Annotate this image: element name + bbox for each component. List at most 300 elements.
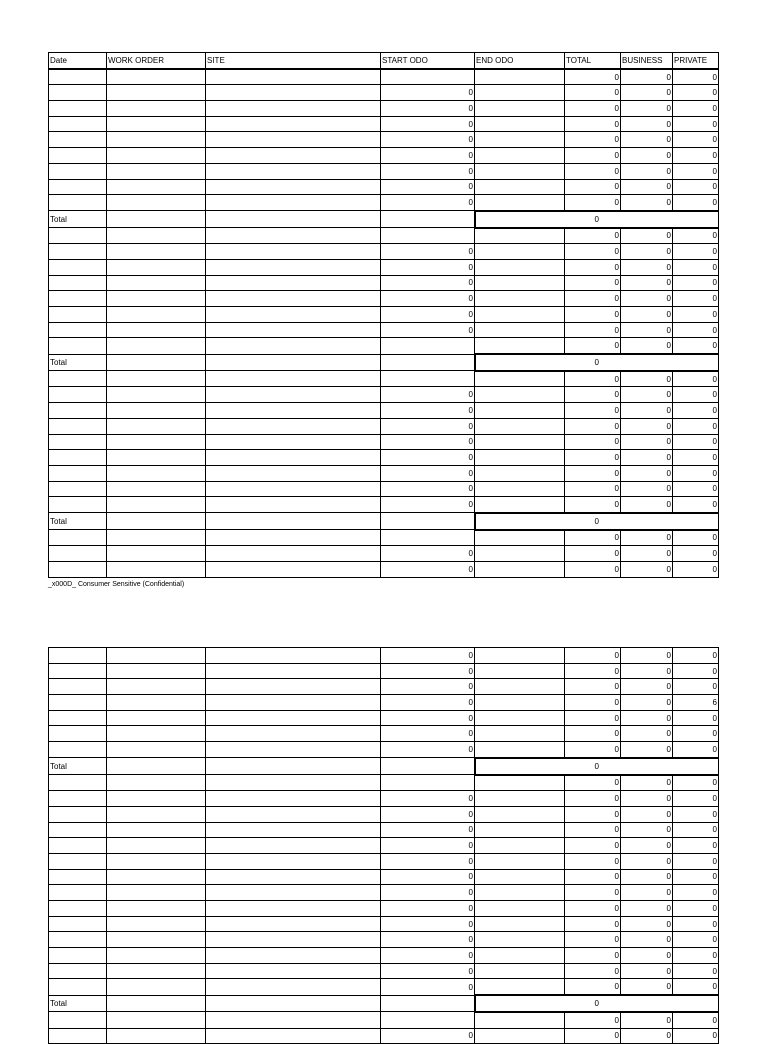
private-cell: 0 [673, 948, 719, 964]
work-order-cell [107, 338, 206, 354]
table-row [49, 481, 719, 497]
date-cell [49, 291, 107, 307]
end-odo-cell [475, 901, 565, 917]
work-order-cell [107, 710, 206, 726]
private-cell: 0 [673, 791, 719, 807]
start-odo-cell: 0 [381, 963, 475, 979]
total-cell: 0 [565, 1028, 621, 1044]
table-row [49, 562, 719, 578]
business-cell: 0 [621, 979, 673, 995]
table-row [49, 963, 719, 979]
table-row [49, 869, 719, 885]
date-cell [49, 775, 107, 791]
business-cell: 0 [621, 869, 673, 885]
work-order-cell [107, 259, 206, 275]
date-cell [49, 916, 107, 932]
table-row [49, 806, 719, 822]
total-sum: 0 [475, 354, 719, 371]
start-odo-cell: 0 [381, 932, 475, 948]
total-label: Total [49, 354, 107, 371]
site-cell [206, 85, 381, 101]
table-row [49, 853, 719, 869]
date-cell [49, 228, 107, 244]
site-cell [206, 679, 381, 695]
business-cell: 0 [621, 85, 673, 101]
work-order-cell [107, 418, 206, 434]
work-order-cell [107, 371, 206, 387]
private-cell: 0 [673, 742, 719, 758]
site-cell [206, 562, 381, 578]
site-cell [206, 211, 381, 228]
start-odo-cell: 0 [381, 307, 475, 323]
table-body-bottom [49, 648, 719, 1044]
date-cell [49, 259, 107, 275]
work-order-cell [107, 838, 206, 854]
table-row [49, 791, 719, 807]
private-cell: 0 [673, 195, 719, 211]
business-cell: 0 [621, 546, 673, 562]
date-cell [49, 726, 107, 742]
business-cell: 0 [621, 291, 673, 307]
work-order-cell [107, 822, 206, 838]
start-odo-cell [381, 1012, 475, 1028]
header-row [49, 53, 719, 69]
business-cell: 0 [621, 679, 673, 695]
total-row [49, 211, 719, 228]
private-cell: 0 [673, 679, 719, 695]
business-cell: 0 [621, 434, 673, 450]
start-odo-cell [381, 371, 475, 387]
start-odo-cell: 0 [381, 695, 475, 711]
total-cell: 0 [565, 418, 621, 434]
date-cell [49, 1028, 107, 1044]
work-order-cell [107, 932, 206, 948]
private-cell: 0 [673, 546, 719, 562]
date-cell [49, 648, 107, 664]
date-cell [49, 869, 107, 885]
total-cell: 0 [565, 179, 621, 195]
table-row [49, 403, 719, 419]
start-odo-cell: 0 [381, 322, 475, 338]
table-row [49, 663, 719, 679]
table-row [49, 434, 719, 450]
work-order-cell [107, 195, 206, 211]
date-cell [49, 695, 107, 711]
table-row [49, 179, 719, 195]
private-cell: 0 [673, 228, 719, 244]
site-cell [206, 1028, 381, 1044]
business-cell: 0 [621, 195, 673, 211]
work-order-cell [107, 228, 206, 244]
work-order-cell [107, 663, 206, 679]
end-odo-cell [475, 916, 565, 932]
total-cell: 0 [565, 148, 621, 164]
private-cell: 0 [673, 663, 719, 679]
table-row [49, 418, 719, 434]
site-cell [206, 853, 381, 869]
end-odo-cell [475, 307, 565, 323]
business-cell: 0 [621, 338, 673, 354]
business-cell: 0 [621, 244, 673, 260]
business-cell: 0 [621, 179, 673, 195]
site-cell [206, 371, 381, 387]
start-odo-cell: 0 [381, 901, 475, 917]
private-cell: 0 [673, 979, 719, 995]
business-cell: 0 [621, 663, 673, 679]
private-cell: 0 [673, 869, 719, 885]
end-odo-cell [475, 791, 565, 807]
start-odo-cell: 0 [381, 979, 475, 995]
table-row [49, 195, 719, 211]
table-row [49, 901, 719, 917]
total-cell: 0 [565, 822, 621, 838]
work-order-cell [107, 726, 206, 742]
business-cell: 0 [621, 116, 673, 132]
business-cell: 0 [621, 418, 673, 434]
start-odo-cell [381, 69, 475, 85]
business-cell: 0 [621, 822, 673, 838]
work-order-cell [107, 211, 206, 228]
end-odo-cell [475, 403, 565, 419]
total-cell: 0 [565, 742, 621, 758]
start-odo-cell: 0 [381, 710, 475, 726]
end-odo-cell [475, 338, 565, 354]
site-cell [206, 291, 381, 307]
start-odo-cell: 0 [381, 679, 475, 695]
end-odo-cell [475, 450, 565, 466]
site-cell [206, 806, 381, 822]
business-cell: 0 [621, 163, 673, 179]
table-row [49, 307, 719, 323]
total-cell: 0 [565, 322, 621, 338]
end-odo-cell [475, 322, 565, 338]
start-odo-cell [381, 228, 475, 244]
end-odo-cell [475, 148, 565, 164]
business-cell: 0 [621, 275, 673, 291]
end-odo-cell [475, 497, 565, 513]
private-cell: 0 [673, 1012, 719, 1028]
site-cell [206, 465, 381, 481]
site-cell [206, 403, 381, 419]
business-cell: 0 [621, 530, 673, 546]
start-odo-cell: 0 [381, 948, 475, 964]
work-order-cell [107, 85, 206, 101]
private-cell: 0 [673, 179, 719, 195]
total-cell: 0 [565, 869, 621, 885]
start-odo-cell: 0 [381, 1028, 475, 1044]
total-cell: 0 [565, 663, 621, 679]
start-odo-cell: 0 [381, 291, 475, 307]
site-cell [206, 791, 381, 807]
site-cell [206, 901, 381, 917]
work-order-cell [107, 497, 206, 513]
site-cell [206, 775, 381, 791]
total-cell: 0 [565, 371, 621, 387]
table-row [49, 275, 719, 291]
work-order-cell [107, 775, 206, 791]
business-cell: 0 [621, 387, 673, 403]
end-odo-cell [475, 775, 565, 791]
business-cell: 0 [621, 450, 673, 466]
total-sum: 0 [475, 995, 719, 1012]
start-odo-cell: 0 [381, 179, 475, 195]
total-cell: 0 [565, 546, 621, 562]
work-order-cell [107, 387, 206, 403]
date-cell [49, 791, 107, 807]
date-cell [49, 387, 107, 403]
date-cell [49, 403, 107, 419]
date-cell [49, 371, 107, 387]
private-cell: 0 [673, 291, 719, 307]
total-cell: 0 [565, 710, 621, 726]
start-odo-cell: 0 [381, 742, 475, 758]
private-cell: 0 [673, 244, 719, 260]
site-cell [206, 338, 381, 354]
work-order-cell [107, 853, 206, 869]
business-cell: 0 [621, 481, 673, 497]
table-row [49, 259, 719, 275]
total-cell: 0 [565, 69, 621, 85]
total-row [49, 758, 719, 775]
date-cell [49, 434, 107, 450]
table-row [49, 244, 719, 260]
header-business: BUSINESS [621, 53, 673, 69]
start-odo-cell: 0 [381, 916, 475, 932]
start-odo-cell: 0 [381, 403, 475, 419]
start-odo-cell [381, 513, 475, 530]
start-odo-cell: 0 [381, 418, 475, 434]
site-cell [206, 418, 381, 434]
private-cell: 0 [673, 806, 719, 822]
end-odo-cell [475, 932, 565, 948]
table-row [49, 1028, 719, 1044]
total-cell: 0 [565, 791, 621, 807]
site-cell [206, 481, 381, 497]
table-row [49, 132, 719, 148]
business-cell: 0 [621, 916, 673, 932]
date-cell [49, 465, 107, 481]
total-cell: 0 [565, 901, 621, 917]
table-row [49, 85, 719, 101]
work-order-cell [107, 275, 206, 291]
business-cell: 0 [621, 1012, 673, 1028]
business-cell: 0 [621, 838, 673, 854]
work-order-cell [107, 885, 206, 901]
private-cell: 0 [673, 497, 719, 513]
total-cell: 0 [565, 775, 621, 791]
start-odo-cell: 0 [381, 822, 475, 838]
end-odo-cell [475, 546, 565, 562]
site-cell [206, 434, 381, 450]
work-order-cell [107, 806, 206, 822]
site-cell [206, 742, 381, 758]
private-cell: 0 [673, 387, 719, 403]
end-odo-cell [475, 948, 565, 964]
start-odo-cell: 0 [381, 497, 475, 513]
start-odo-cell [381, 354, 475, 371]
site-cell [206, 322, 381, 338]
end-odo-cell [475, 481, 565, 497]
total-cell: 0 [565, 648, 621, 664]
site-cell [206, 758, 381, 775]
end-odo-cell [475, 387, 565, 403]
start-odo-cell: 0 [381, 885, 475, 901]
date-cell [49, 932, 107, 948]
total-cell: 0 [565, 885, 621, 901]
mileage-table-bottom [48, 647, 719, 1044]
end-odo-cell [475, 116, 565, 132]
start-odo-cell: 0 [381, 546, 475, 562]
site-cell [206, 69, 381, 85]
end-odo-cell [475, 434, 565, 450]
mileage-table-top [48, 52, 719, 578]
site-cell [206, 195, 381, 211]
private-cell: 0 [673, 322, 719, 338]
work-order-cell [107, 695, 206, 711]
confidentiality-note: _x000D_ Consumer Sensitive (Confidential) [48, 581, 185, 588]
table-row [49, 948, 719, 964]
work-order-cell [107, 116, 206, 132]
end-odo-cell [475, 275, 565, 291]
end-odo-cell [475, 742, 565, 758]
site-cell [206, 228, 381, 244]
private-cell: 0 [673, 963, 719, 979]
end-odo-cell [475, 885, 565, 901]
total-cell: 0 [565, 450, 621, 466]
total-cell: 0 [565, 132, 621, 148]
date-cell [49, 822, 107, 838]
table-row [49, 465, 719, 481]
site-cell [206, 259, 381, 275]
end-odo-cell [475, 101, 565, 117]
private-cell: 0 [673, 885, 719, 901]
work-order-cell [107, 948, 206, 964]
private-cell: 0 [673, 403, 719, 419]
private-cell: 6 [673, 695, 719, 711]
site-cell [206, 948, 381, 964]
total-cell: 0 [565, 1012, 621, 1028]
work-order-cell [107, 163, 206, 179]
work-order-cell [107, 465, 206, 481]
table-row [49, 228, 719, 244]
date-cell [49, 69, 107, 85]
private-cell: 0 [673, 85, 719, 101]
end-odo-cell [475, 418, 565, 434]
date-cell [49, 307, 107, 323]
total-sum: 0 [475, 513, 719, 530]
start-odo-cell: 0 [381, 562, 475, 578]
total-cell: 0 [565, 838, 621, 854]
work-order-cell [107, 322, 206, 338]
business-cell: 0 [621, 1028, 673, 1044]
total-cell: 0 [565, 948, 621, 964]
end-odo-cell [475, 163, 565, 179]
private-cell: 0 [673, 434, 719, 450]
total-cell: 0 [565, 979, 621, 995]
work-order-cell [107, 307, 206, 323]
table-row [49, 1012, 719, 1028]
private-cell: 0 [673, 101, 719, 117]
work-order-cell [107, 995, 206, 1012]
private-cell: 0 [673, 726, 719, 742]
work-order-cell [107, 101, 206, 117]
private-cell: 0 [673, 163, 719, 179]
work-order-cell [107, 291, 206, 307]
date-cell [49, 163, 107, 179]
total-row [49, 513, 719, 530]
total-label: Total [49, 995, 107, 1012]
total-sum: 0 [475, 211, 719, 228]
total-cell: 0 [565, 695, 621, 711]
total-cell: 0 [565, 163, 621, 179]
private-cell: 0 [673, 116, 719, 132]
private-cell: 0 [673, 259, 719, 275]
table-row [49, 530, 719, 546]
total-cell: 0 [565, 228, 621, 244]
work-order-cell [107, 481, 206, 497]
work-order-cell [107, 562, 206, 578]
start-odo-cell: 0 [381, 648, 475, 664]
end-odo-cell [475, 726, 565, 742]
site-cell [206, 116, 381, 132]
start-odo-cell: 0 [381, 244, 475, 260]
end-odo-cell [475, 1028, 565, 1044]
total-label: Total [49, 513, 107, 530]
header-end-odo: END ODO [475, 53, 565, 69]
end-odo-cell [475, 853, 565, 869]
total-cell: 0 [565, 916, 621, 932]
business-cell: 0 [621, 648, 673, 664]
end-odo-cell [475, 371, 565, 387]
start-odo-cell: 0 [381, 85, 475, 101]
work-order-cell [107, 179, 206, 195]
date-cell [49, 806, 107, 822]
header-total: TOTAL [565, 53, 621, 69]
table-row [49, 710, 719, 726]
business-cell: 0 [621, 562, 673, 578]
work-order-cell [107, 679, 206, 695]
total-cell: 0 [565, 259, 621, 275]
table-row [49, 371, 719, 387]
work-order-cell [107, 979, 206, 995]
date-cell [49, 148, 107, 164]
date-cell [49, 853, 107, 869]
total-cell: 0 [565, 932, 621, 948]
start-odo-cell: 0 [381, 481, 475, 497]
total-row [49, 354, 719, 371]
end-odo-cell [475, 806, 565, 822]
table-row [49, 885, 719, 901]
header-private: PRIVATE [673, 53, 719, 69]
site-cell [206, 663, 381, 679]
date-cell [49, 562, 107, 578]
date-cell [49, 132, 107, 148]
end-odo-cell [475, 562, 565, 578]
start-odo-cell: 0 [381, 163, 475, 179]
work-order-cell [107, 530, 206, 546]
table-row [49, 775, 719, 791]
total-cell: 0 [565, 562, 621, 578]
date-cell [49, 979, 107, 995]
site-cell [206, 244, 381, 260]
private-cell: 0 [673, 69, 719, 85]
total-cell: 0 [565, 116, 621, 132]
private-cell: 0 [673, 838, 719, 854]
end-odo-cell [475, 85, 565, 101]
start-odo-cell [381, 530, 475, 546]
table-row [49, 387, 719, 403]
business-cell: 0 [621, 101, 673, 117]
